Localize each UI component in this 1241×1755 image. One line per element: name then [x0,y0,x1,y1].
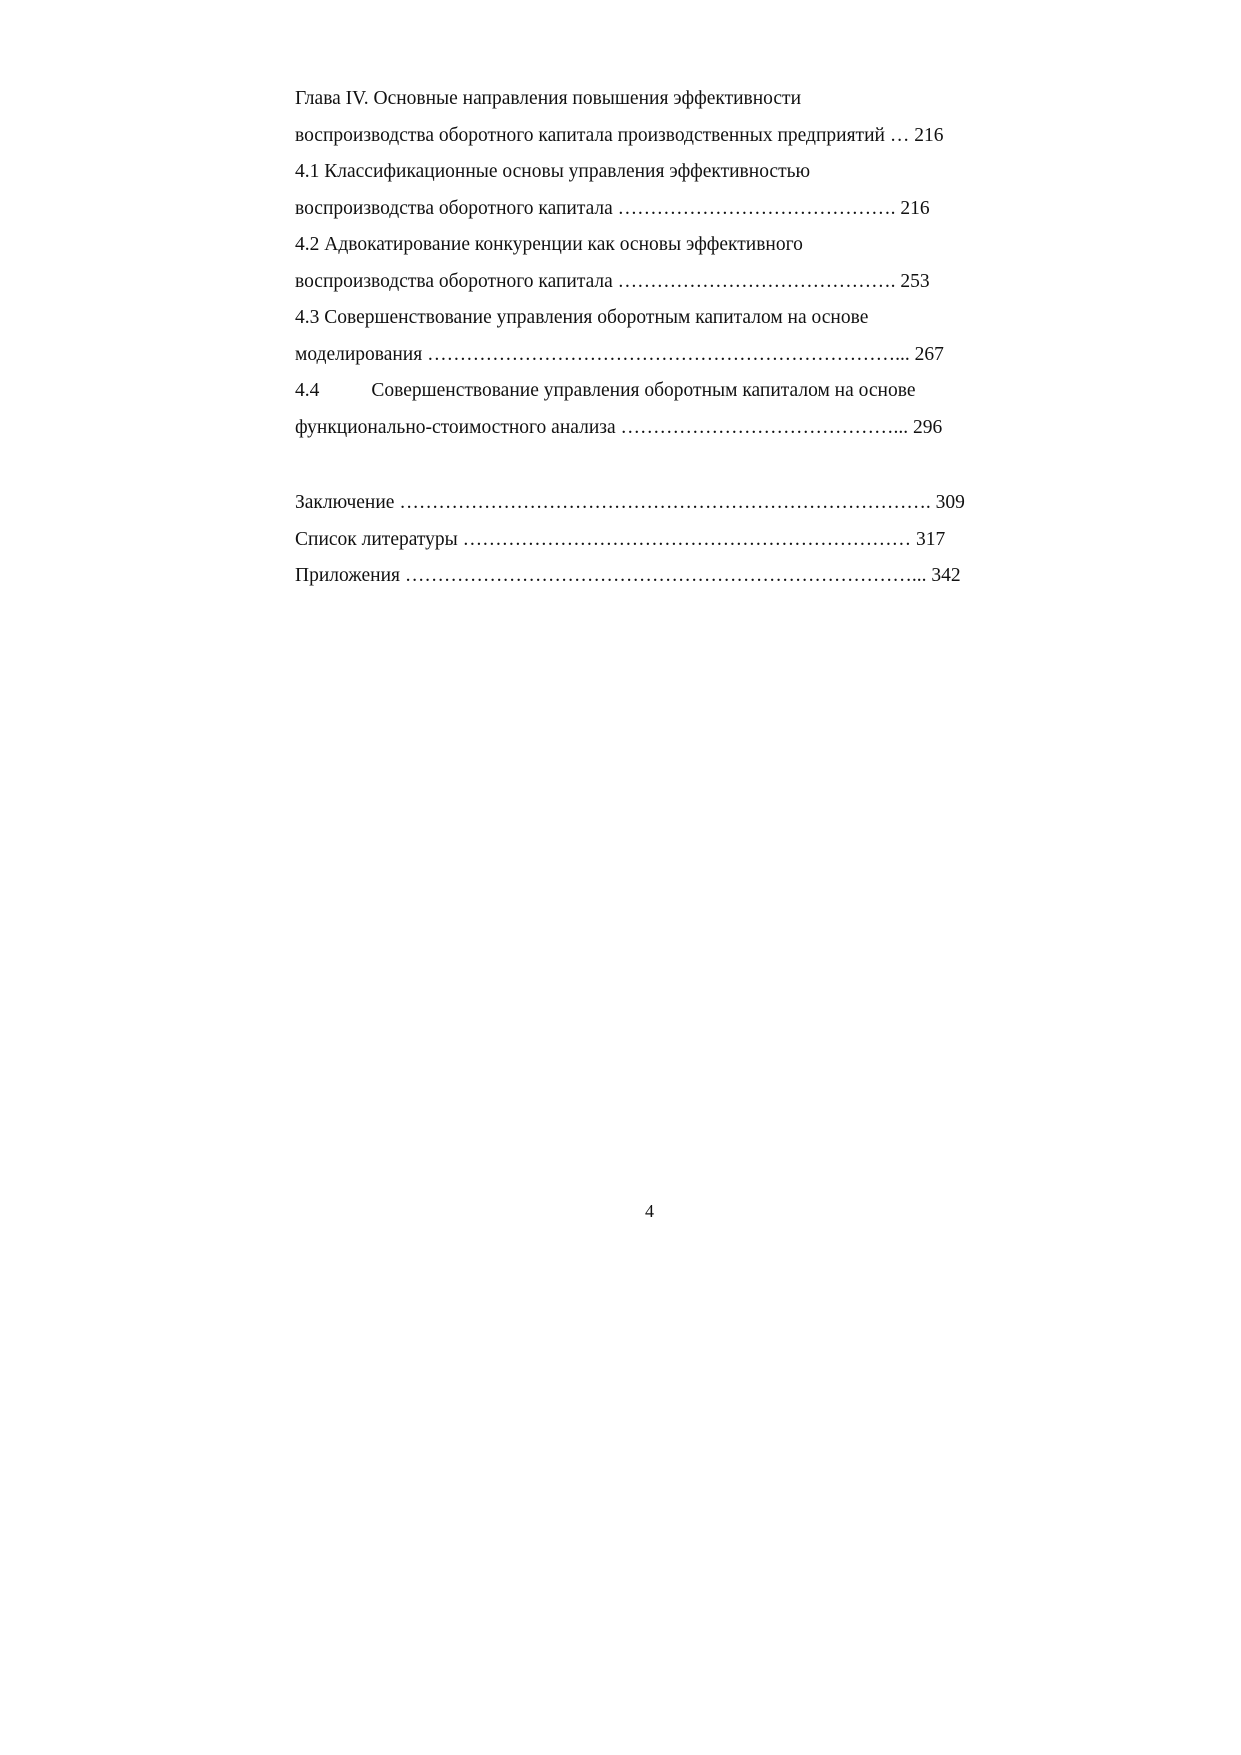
toc-section-4-1-line2: воспроизводства оборотного капитала ……………………………………. 216 [295,197,930,219]
toc-section-4-2-line2: воспроизводства оборотного капитала ……………………………………. 253 [295,270,930,292]
toc-section-4-4-line2: функционально-стоимостного анализа ……………………………………... 296 [295,416,943,438]
toc-chapter4-line1: Глава IV. Основные направления повышения эффективности [295,88,802,109]
toc-references: Список литературы …………………………………………………………… 317 [295,528,946,550]
toc-chapter4-line2: воспроизводства оборотного капитала производственных предприятий … 216 [295,124,944,146]
toc-section-4-3-line1: 4.3 Совершенствование управления оборотным капиталом на основе [295,307,869,328]
toc-section-4-4-title: Совершенствование управления оборотным капиталом на основе [371,380,916,401]
table-of-contents [295,81,1005,595]
toc-spacer [295,446,1005,485]
toc-section-4-4-number: 4.4 [295,380,320,401]
toc-conclusion: Заключение ………………………………………………………………………. 309 [295,492,965,513]
toc-section-4-4-line1 [295,373,1005,410]
toc-section-4-1-line1: 4.1 Классификационные основы управления эффективностью [295,161,811,182]
toc-section-4-2-line1: 4.2 Адвокатирование конкуренции как основы эффективного [295,234,803,255]
toc-appendices: Приложения ……………………………………………………………………... 342 [295,565,961,586]
toc-section-4-3-line2: моделирования ………………………………………………………………... 267 [295,343,944,365]
page-number: 4 [645,1201,654,1221]
